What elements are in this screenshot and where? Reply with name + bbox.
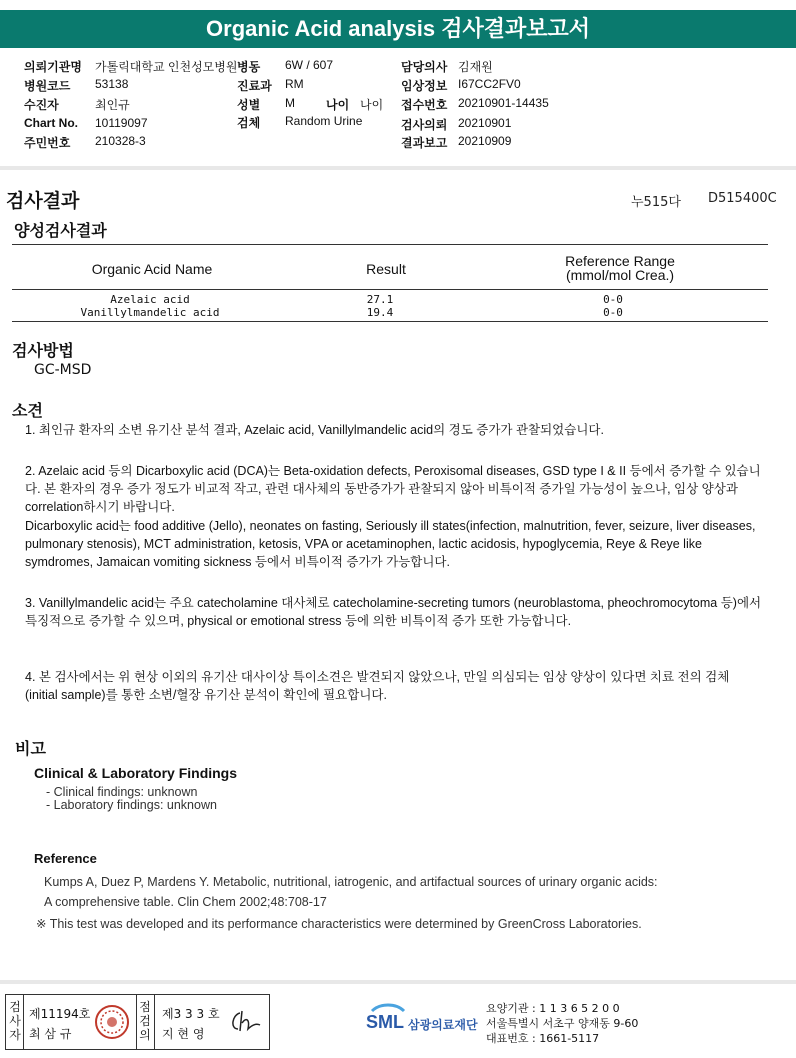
patient-label: 수진자 (24, 98, 59, 112)
reference-citation (44, 872, 784, 912)
checker-license: 제3 3 3 호 (162, 1007, 220, 1021)
finding-3: 3. Vanillylmandelic acid는 주요 catecholamine 대사체로 catecholamine-secreting tumors (neuroblastoma, pheochromocytoma 등)에서 특징적으로 증가할 수 있으며, physical or emotional stress 등에 의한 비특이적 증가 또한 가능합니다. (25, 596, 762, 628)
checker-name: 지 현 영 (162, 1027, 205, 1041)
doctor-value: 김재원 (458, 60, 493, 74)
age-label: 나이 (326, 98, 350, 112)
institution-label: 의뢰기관명 (24, 60, 82, 74)
report-date-label: 결과보고 (401, 136, 448, 150)
chart-value: 10119097 (95, 116, 148, 130)
tester-label: 검사자 (9, 1000, 21, 1042)
findings-heading: 소견 (12, 401, 43, 420)
specimen-value: Random Urine (285, 114, 363, 128)
row-result: 27.1 (366, 293, 394, 306)
row-name: Azelaic acid (110, 293, 190, 306)
dept-label: 진료과 (237, 79, 272, 93)
request-label: 검사의뢰 (401, 118, 448, 132)
id-label: 주민번호 (24, 136, 71, 150)
col-header-reference-line2: (mmol/mol Crea.) (565, 267, 675, 283)
institution-value: 가톨릭대학교 인천성모병원 (95, 60, 238, 74)
seal-stamp (94, 1004, 130, 1044)
report-title: Organic Acid analysis 검사결과보고서 (0, 10, 796, 48)
request-value: 20210901 (458, 116, 512, 130)
checker-label: 점검의 (139, 1000, 151, 1042)
logo-text: SML (366, 1012, 404, 1032)
sex-label: 성별 (237, 98, 261, 112)
col-header-name: Organic Acid Name (91, 261, 213, 277)
finding-4: 4. 본 검사에서는 위 현상 이외의 유기산 대사이상 특이소견은 발견되지 않았으나, 만일 의심되는 임상 양상이 있다면 치료 전의 검체 (initial sample)를 통한 소변/혈장 유기산 분석이 확인에 필요합니다. (25, 670, 730, 702)
receipt-value: 20210901-14435 (458, 96, 549, 110)
positive-results-heading: 양성검사결과 (14, 221, 107, 240)
test-code: D515400C (708, 191, 777, 206)
hospital-code-value: 53138 (95, 77, 129, 91)
reference-heading: Reference (34, 851, 97, 866)
doctor-label: 담당의사 (401, 60, 448, 74)
table-bottom-rule (12, 321, 768, 322)
organization-info (486, 1001, 638, 1046)
dept-value: RM (285, 77, 304, 91)
sex-value: M (285, 96, 295, 110)
hospital-code-label: 병원코드 (24, 79, 71, 93)
table-top-rule (12, 244, 768, 245)
organization-phone: 대표번호 : 1661-5117 (486, 1032, 600, 1045)
box-divider (136, 995, 137, 1049)
tester-name: 최 삼 규 (29, 1027, 72, 1041)
agency-number: 요양기관 : 1 1 3 6 5 2 0 0 (486, 1002, 620, 1015)
col-header-reference (520, 254, 720, 282)
report-date-value: 20210909 (458, 134, 512, 148)
clinical-findings-list (46, 786, 217, 812)
laboratory-findings-item: - Laboratory findings: unknown (46, 798, 217, 812)
clinical-info-value: I67CC2FV0 (458, 77, 521, 91)
row-result: 19.4 (366, 306, 394, 319)
specimen-label: 검체 (237, 116, 261, 130)
box-divider (23, 995, 24, 1049)
signature-icon (226, 1007, 262, 1039)
receipt-label: 접수번호 (401, 98, 448, 112)
clinical-info-label: 임상정보 (401, 79, 448, 93)
row-reference: 0-0 (603, 293, 623, 306)
ward-value: 6W / 607 (285, 58, 334, 72)
header-divider (0, 166, 796, 170)
reference-line-2: A comprehensive table. Clin Chem 2002;48:708-17 (44, 895, 327, 909)
clinical-findings-heading: Clinical & Laboratory Findings (34, 765, 238, 781)
remarks-heading: 비고 (15, 739, 46, 758)
clinical-findings-item: - Clinical findings: unknown (46, 785, 198, 799)
organization-name: 삼광의료재단 (408, 1018, 478, 1032)
finding-2: 2. Azelaic acid 등의 Dicarboxylic acid (DCA)는 Beta-oxidation defects, Peroxisomal diseases, GSD type I & II 등에서 증가할 수 있습니다. 본 환자의 경우 증가 정도가 비교적 작고, 관련 대사체의 동반증가가 관찰되지 않아 비특이적 증가일 가능성이 높으나, 임상 양상과 correlation하시기 바랍니다. (25, 464, 761, 514)
table-header-rule (12, 289, 768, 290)
ward-label: 병동 (237, 60, 261, 74)
row-reference: 0-0 (603, 306, 623, 319)
row-name: Vanillylmandelic acid (80, 306, 220, 319)
development-note: ※ This test was developed and its performance characteristics were determined by GreenCross Laboratories. (36, 917, 642, 931)
reference-line-1: Kumps A, Duez P, Mardens Y. Metabolic, nutritional, iatrogenic, and artifactual sources of urinary organic acids: (44, 875, 658, 889)
patient-value: 최인규 (95, 98, 130, 112)
organization-address: 서울특별시 서초구 양재동 9-60 (486, 1017, 639, 1030)
col-header-result: Result (366, 261, 406, 277)
box-divider (154, 995, 155, 1049)
tester-license: 제11194호 (29, 1007, 91, 1021)
footer-divider (0, 980, 796, 984)
signature-box (5, 994, 270, 1050)
test-code-kr: 누515다 (631, 195, 681, 210)
method-heading: 검사방법 (12, 341, 74, 360)
method-value: GC-MSD (34, 362, 92, 378)
results-heading: 검사결과 (6, 190, 80, 212)
col-header-reference-line1: Reference Range (565, 253, 675, 269)
finding-1: 1. 최인규 환자의 소변 유기산 분석 결과, Azelaic acid, Vanillylmandelic acid의 경도 증가가 관찰되었습니다. (25, 423, 604, 437)
id-value: 210328-3 (95, 134, 146, 148)
finding-2-detail: Dicarboxylic acid는 food additive (Jello), neonates on fasting, Seriously ill states(infection, malnutrition, fever, seizure, liver diseases, pulmonary stenosis), MCT administration, ketosis, VPA or acetaminophen, lactic acidosis, hypoglycemia, Reye & Reye like symdromes, Jamaican vomiting sickness 등에서 비특이적 증가가 가능합니다. (25, 519, 756, 569)
chart-label: Chart No. (24, 116, 78, 130)
age-value: 나이 (360, 98, 384, 112)
